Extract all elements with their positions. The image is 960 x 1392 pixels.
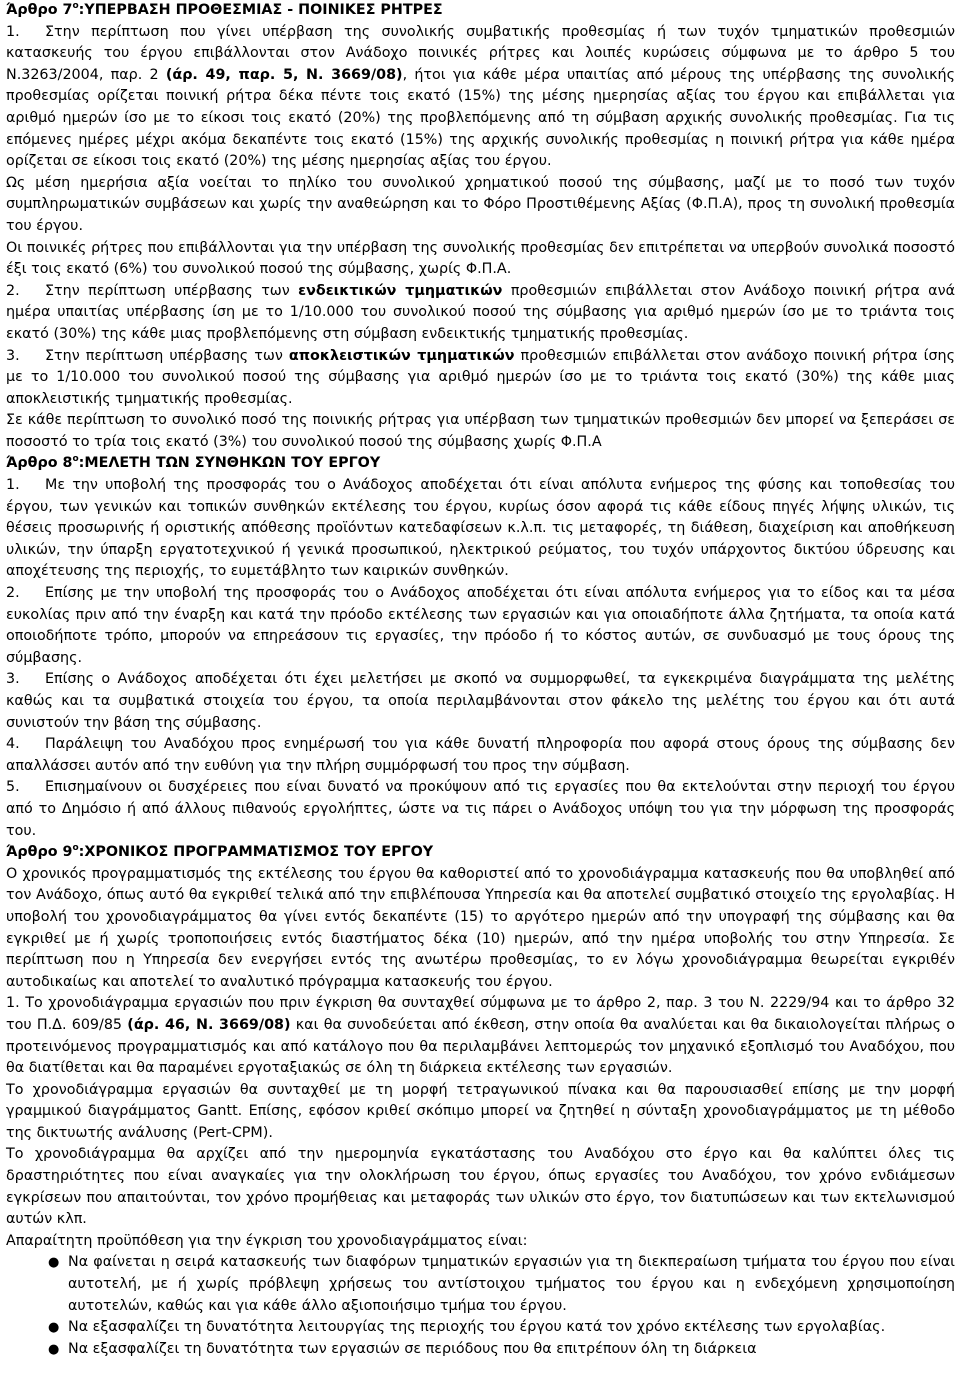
- paragraph-text: προθεσμιών επιβάλλεται στον ανάδοχο ποινική ρήτρα ίσης με το 1/10.000 του συνολικού ποσού της σύμβασης για αριθμό ημερών ίσο με το τριάντα τοις εκατό (30%) της κάθε μιας αποκλειστικής τμηματικής προθεσμίας.: [6, 347, 955, 407]
- article-8-paragraph-2: [6, 583, 955, 669]
- ordinal-superscript: ο: [72, 1, 79, 12]
- paragraph-text: και θα συνοδεύεται από έκθεση, στην οποία θα αναλύεται και θα δικαιολογείται πλήρως ο προτεινόμενος προγραμματισμός και από κατάλογο που θα περιλαμβάνει λεπτομερώς τον μηχανικό εξοπλισμό του Αναδόχου, που θα διατίθεται και θα παραμένει εργοταξιακώς σε όλη τη διάρκεια εκτέλεσης των εργασιών.: [6, 1016, 955, 1077]
- article-9-paragraph-2: [6, 993, 955, 1079]
- article-8-paragraph-5: [6, 777, 955, 842]
- bullet-icon: ●: [48, 1341, 60, 1357]
- paragraph-number: 3.: [6, 671, 20, 688]
- heading-text: Άρθρο 9: [6, 844, 73, 861]
- bullet-icon: ●: [48, 1320, 60, 1336]
- paragraph-number: 4.: [6, 736, 20, 753]
- emphasis-text: ενδεικτικών τμηματικών: [298, 282, 503, 299]
- ordinal-superscript: ο: [72, 843, 79, 854]
- paragraph-text: Επισημαίνουν οι δυσχέρειες που είναι δυνατό να προκύψουν από τις εργασίες που θα εκτελούνται στην περιοχή του έργου από το Δημόσιο ή από άλλους πιθανούς εργολήπτες, ώστε να τις πάρει ο Ανάδοχος υπόψη του για την μόρφωση της προσφοράς του.: [6, 779, 955, 839]
- paragraph-text: Με την υποβολή της προσφοράς του ο Ανάδοχος αποδέχεται ότι είναι απόλυτα ενήμερος της φύσης και τοποθεσίας του έργου, των γενικών και τοπικών συνθηκών εκτέλεσης του έργου, κυρίως όσον αφορά τις κάθε είδους πηγές λήψης υλικών, τις θέσεις προσωρινής ή οριστικής απόθεσης προϊόντων κατεδαφίσεων κ.λ.π. τις μεταφορές, τη διάθεση, διαχείριση και αποθήκευση υλικών, την ύπαρξη εργατοτεχνικού ή γενικά προσωπικού, ηλεκτρικού ρεύματος, του τυχόν υπάρχοντος δικτύου ύδρευσης και αποχέτευσης της περιοχής, το ευμετάβλητο των καιρικών συνθηκών.: [6, 477, 955, 580]
- list-item: [48, 1317, 955, 1339]
- paragraph-number: 2.: [6, 585, 20, 602]
- emphasis-text: αποκλειστικών τμηματικών: [288, 347, 515, 364]
- bullet-icon: ●: [48, 1255, 60, 1271]
- paragraph-text: Παράλειψη του Αναδόχου προς ενημέρωσή του για κάθε δυνατή πληροφορία που αφορά στους όρους της σύμβασης δεν απαλλάσσει αυτόν από την ευθύνη για την πλήρη συμμόρφωσή του προς την σύμβαση.: [6, 736, 955, 774]
- article-8-heading: [6, 453, 955, 475]
- article-9-heading: [6, 842, 955, 864]
- article-7-paragraph-4: [6, 281, 955, 346]
- paragraph-text: Στην περίπτωση υπέρβασης των: [45, 282, 299, 299]
- heading-text: :ΥΠΕΡΒΑΣΗ ΠΡΟΘΕΣΜΙΑΣ - ΠΟΙΝΙΚΕΣ ΡΗΤΡΕΣ: [78, 2, 443, 18]
- paragraph-number: 1.: [6, 477, 20, 494]
- article-9-paragraph-3: Το χρονοδιάγραμμα εργασιών θα συνταχθεί με τη μορφή τετραγωνικού πίνακα και θα παρουσιασθεί επίσης με την μορφή γραμμικού διαγράμματος Gantt. Επίσης, εφόσον κριθεί σκόπιμο μπορεί να ζητηθεί η σύνταξη χρονοδιαγράμματος με τη μέθοδο της δικτυωτής ανάλυσης (Pert-CPM).: [6, 1081, 955, 1141]
- list-item-text: Να εξασφαλίζει τη δυνατότητα λειτουργίας της περιοχής του έργου κατά τον χρόνο εκτέλεσης των εργολαβίας.: [68, 1319, 886, 1336]
- paragraph-text: Επίσης ο Ανάδοχος αποδέχεται ότι έχει μελετήσει με σκοπό να συμμορφωθεί, τα εγκεκριμένα διαγράμματα της μελέτης καθώς και τα συμβατικά στοιχεία του έργου, τα οποία περιλαμβάνονται στον φάκελο της μελέτης του έργου και ότι αυτά συνιστούν την βάση της σύμβασης.: [6, 671, 955, 731]
- article-8-paragraph-4: [6, 734, 955, 777]
- article-9-paragraph-4: Το χρονοδιάγραμμα θα αρχίζει από την ημερομηνία εγκατάστασης του Αναδόχου στο έργο και θα καλύπτει όλες τις δραστηριότητες που είναι αναγκαίες για την ολοκλήρωση του έργου, όπως εργασίες του Αναδόχου, τον χρόνο ενδιάμεσων εγκρίσεων που απαιτούνται, τον χρόνο προμήθειας και μεταφοράς των υλικών στο έργο, τον διατυπώσεων και των εκτελωνισμού αυτών κλπ.: [6, 1146, 955, 1228]
- ordinal-superscript: ο: [72, 454, 79, 465]
- article-9-paragraph-5: Απαραίτητη προϋπόθεση για την έγκριση του χρονοδιαγράμματος είναι:: [6, 1232, 528, 1249]
- paragraph-text: Στην περίπτωση που γίνει υπέρβαση της συνολικής συμβατικής προθεσμίας ή των τυχόν τμηματικών προθεσμιών κατασκευής του έργου επιβάλλονται στον Ανάδοχο ποινικές ρήτρες και λοιπές κυρώσεις σύμφωνα με το άρθρο 5 του Ν.3263/2004, παρ. 2: [6, 23, 955, 83]
- paragraph-text: προθεσμιών επιβάλλεται στον Ανάδοχο ποινική ρήτρα ανά ημέρα υπαιτίας υπέρβασης ίση με το 1/10.000 του συνολικού ποσού της σύμβασης για αριθμό ημερών ίσο με το τριάντα τοις εκατό (30%) της κάθε μιας προβλεπόμενης στη σύμβαση ενδεικτικής τμηματικής προθεσμίας.: [6, 282, 955, 342]
- legal-reference: (άρ. 46, Ν. 3669/08): [127, 1016, 291, 1033]
- paragraph-text: , ήτοι για κάθε μέρα υπαιτίας από μέρους της υπέρβασης της συνολικής προθεσμίας ορίζεται ποινική ρήτρα δέκα πέντε τοις εκατό (15%) της μέσης ημερησίας αξίας του έργου και επιβάλλεται για αριθμό ημερών ίσο με το είκοσι τοις εκατό (20%) της προβλεπόμενης από τη σύμβαση αρχικής συνολικής προθεσμίας. Για τις επόμενες ημέρες μέχρι ακόμα δεκαπέντε τοις εκατό (15%) της αρχικής συνολικής προθεσμίας η ποινική ρήτρα για κάθε ημέρα ορίζεται σε είκοσι τοις εκατό (20%) της μέσης ημερησίας αξίας του έργου.: [6, 66, 955, 170]
- list-item: [48, 1339, 955, 1361]
- article-7-paragraph-3: Οι ποινικές ρήτρες που επιβάλλονται για την υπέρβαση της συνολικής προθεσμίας δεν επιτρέπεται να υπερβούν συνολικά ποσοστό έξι τοις εκατό (6%) του συνολικού ποσού της σύμβασης, χωρίς Φ.Π.Α.: [6, 239, 955, 278]
- paragraph-number: 2.: [6, 282, 20, 299]
- paragraph-number: 3.: [6, 347, 20, 364]
- article-7-heading: [6, 0, 955, 22]
- paragraph-text: 1. Το χρονοδιάγραμμα εργασιών που πριν έγκριση θα συνταχθεί σύμφωνα με το άρθρο 2, παρ. 3 του Ν. 2229/94 και το άρθρο 32 του Π.Δ. 609/85: [6, 995, 955, 1033]
- list-item-text: Να φαίνεται η σειρά κατασκευής των διαφόρων τμηματικών εργασιών για τη διεκπεραίωση τμήματα του έργου που είναι αυτοτελή, με ή χωρίς πρόβλεψη χρήσεως του αντίστοιχου τμήματος του έργου και η ενδεχόμενη χρησιμοποίηση αυτοτελών, καθώς και για κάθε άλλο αξιοποιήσιμο τμήμα του έργου.: [68, 1254, 955, 1314]
- heading-text: :ΜΕΛΕΤΗ ΤΩΝ ΣΥΝΘΗΚΩΝ ΤΟΥ ΕΡΓΟΥ: [78, 455, 381, 472]
- paragraph-text: Στην περίπτωση υπέρβασης των: [45, 347, 289, 364]
- paragraph-text: Επίσης με την υποβολή της προσφοράς του ο Ανάδοχος αποδέχεται ότι είναι απόλυτα ενήμερος για το είδος και τα μέσα ευκολίας πριν από την έναρξη και κατά την πρόοδο εκτέλεσης των εργασιών και για οποιαδήποτε άλλα ζητήματα, τα οποία κατά οποιοδήποτε τρόπο, μπορούν να επηρεάσουν τις εργασίες, την πρόοδο ή το κόστος αυτών, σε συνδυασμό με τους όρους της σύμβασης.: [6, 585, 955, 666]
- paragraph-number: 1.: [6, 23, 20, 40]
- article-9-paragraph-1: Ο χρονικός προγραμματισμός της εκτέλεσης του έργου θα καθοριστεί από το χρονοδιάγραμμα κατασκευής που θα υποβληθεί από τον Ανάδοχο, όπως αυτό θα εγκριθεί τελικά από την επιβλέπουσα Υπηρεσία και θα αποτελεί συμβατικό στοιχείο της εργολαβίας. Η υποβολή του χρονοδιαγράμματος θα γίνει εντός δεκαπέντε (15) το αργότερο ημερών από την υπογραφή της σύμβασης και θα εγκριθεί με ή χωρίς τροποποιήσεις εντός διαστήματος δέκα (10) ημερών, από την ημέρα υποβολής του στην Υπηρεσία. Σε περίπτωση που η Υπηρεσία δεν ενεργήσει εντός της ανωτέρω προθεσμίας, το εν λόγω χρονοδιάγραμμα θεωρείται εγκριθέν αυτοδικαίως και αποτελεί το αναλυτικό πρόγραμμα κατασκευής του έργου.: [6, 865, 955, 990]
- article-7-paragraph-2: Ως μέση ημερήσια αξία νοείται το πηλίκο του συνολικού χρηματικού ποσού της σύμβασης, μαζί με το ποσό των τυχόν συμπληρωματικών συμβάσεων και χωρίς την αναθεώρηση και το Φόρο Προστιθέμενης Αξίας (Φ.Π.Α), προς τη συνολική προθεσμία του έργου.: [6, 174, 955, 234]
- legal-reference: (άρ. 49, παρ. 5, Ν. 3669/08): [165, 66, 403, 83]
- article-7-paragraph-6: Σε κάθε περίπτωση το συνολικό ποσό της ποινικής ρήτρας για υπέρβαση των τμηματικών προθεσμιών δεν μπορεί να ξεπεράσει σε ποσοστό το τρία τοις εκατό (3%) του συνολικού ποσού της σύμβασης χωρίς Φ.Π.Α: [6, 412, 955, 450]
- list-item: [48, 1252, 955, 1317]
- article-7-paragraph-1: [6, 22, 955, 173]
- heading-text: Άρθρο 7: [6, 2, 73, 18]
- heading-text: Άρθρο 8: [6, 455, 73, 472]
- article-8-paragraph-1: [6, 475, 955, 583]
- paragraph-number: 5.: [6, 779, 20, 796]
- requirements-list: [6, 1252, 955, 1360]
- article-7-paragraph-5: [6, 346, 955, 411]
- article-8-paragraph-3: [6, 669, 955, 734]
- heading-text: :ΧΡΟΝΙΚΟΣ ΠΡΟΓΡΑΜΜΑΤΙΣΜΟΣ ΤΟΥ ΕΡΓΟΥ: [78, 844, 434, 861]
- list-item-text: Να εξασφαλίζει τη δυνατότητα των εργασιών σε περιόδους που θα επιτρέπουν όλη τη διάρκεια: [68, 1340, 757, 1357]
